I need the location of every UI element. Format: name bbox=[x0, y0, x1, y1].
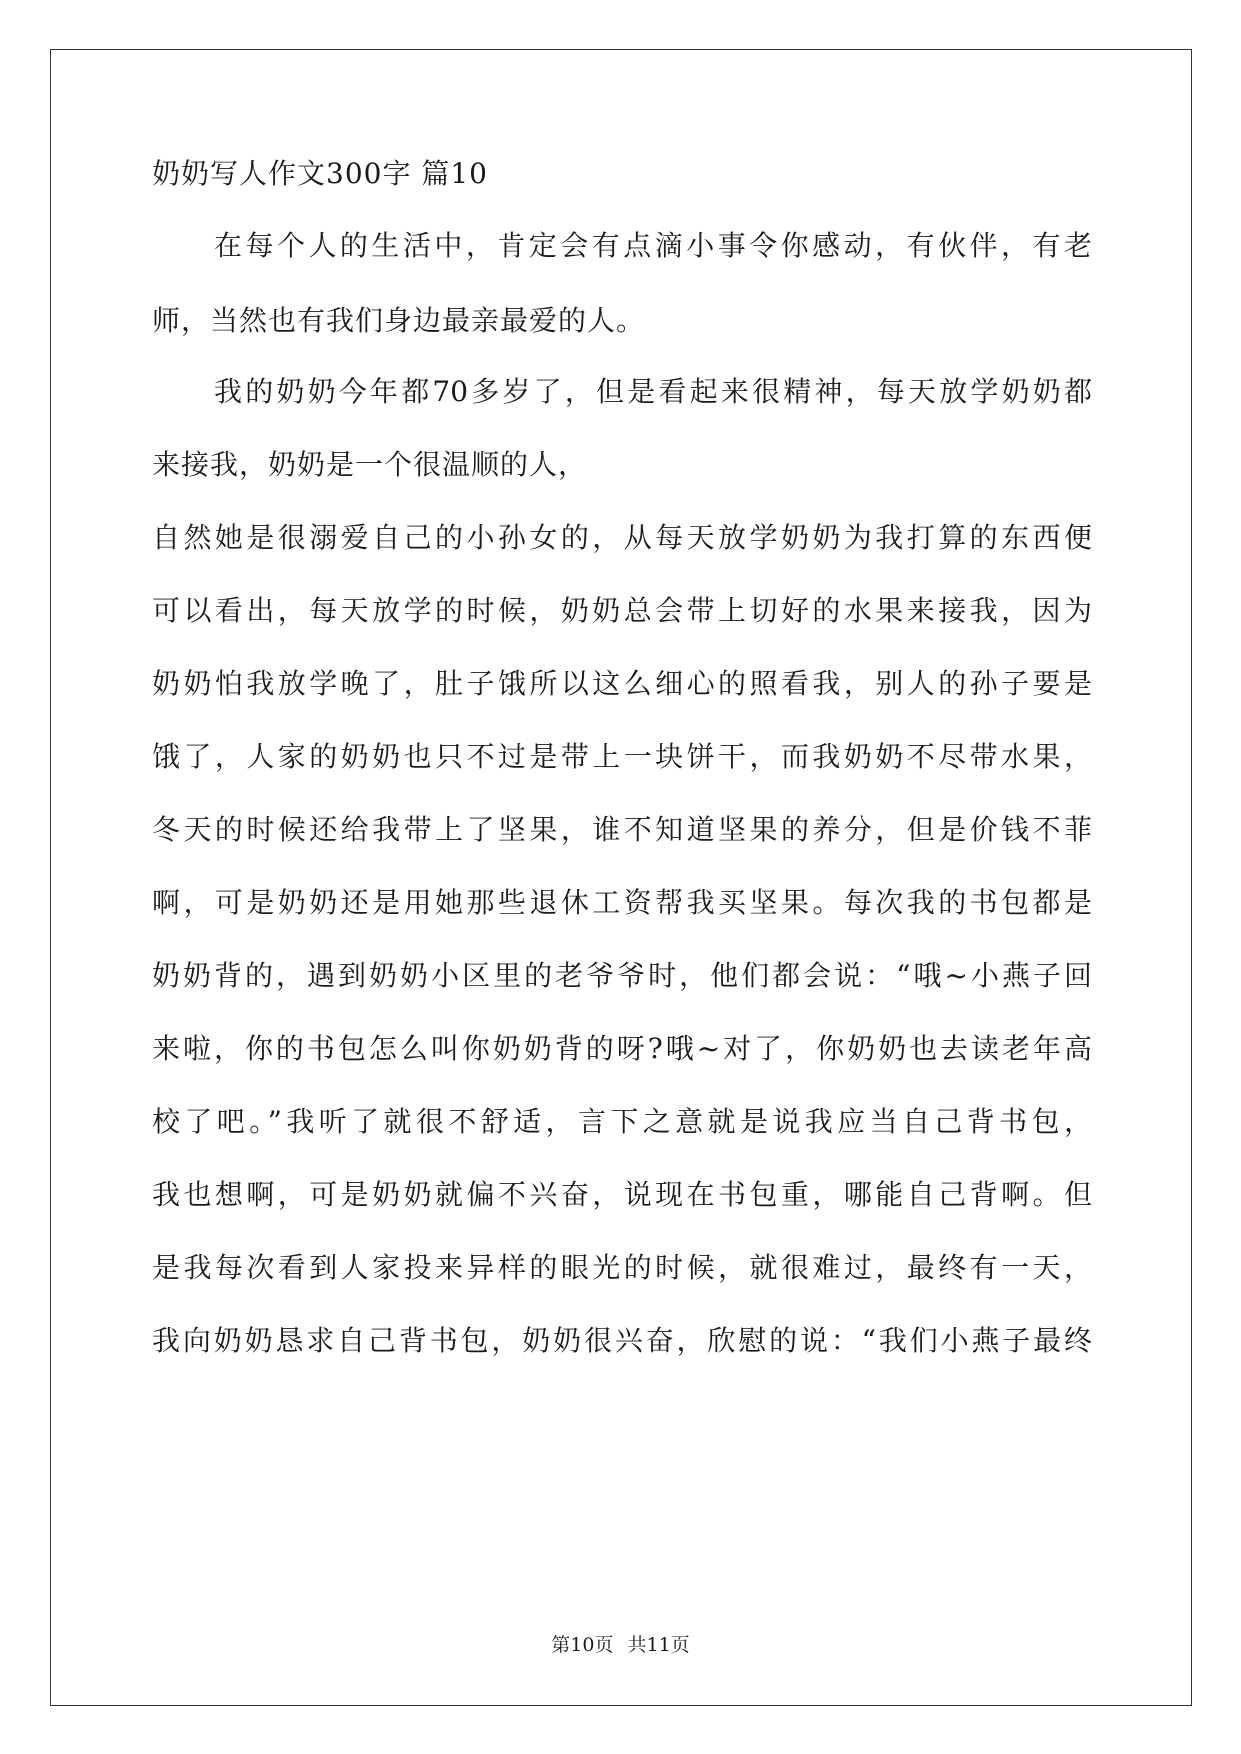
paragraph-line: 饿了，人家的奶奶也只不过是带上一块饼干，而我奶奶不尽带水果， bbox=[152, 740, 1092, 773]
page-border bbox=[50, 49, 1192, 1706]
page-number: 第10页 bbox=[551, 1634, 614, 1656]
paragraph-line: 奶奶背的，遇到奶奶小区里的老爷爷时，他们都会说：“哦~小燕子回 bbox=[152, 959, 1092, 992]
paragraph-line: 来接我，奶奶是一个很温顺的人， bbox=[152, 448, 588, 481]
paragraph-line: 在每个人的生活中，肯定会有点滴小事令你感动，有伙伴，有老 bbox=[214, 229, 1092, 262]
page-footer bbox=[0, 1633, 1241, 1657]
paragraph-line: 来啦，你的书包怎么叫你奶奶背的呀?哦~对了，你奶奶也去读老年高 bbox=[152, 1032, 1092, 1065]
paragraph-line: 奶奶怕我放学晚了，肚子饿所以这么细心的照看我，别人的孙子要是 bbox=[152, 667, 1092, 700]
paragraph-line: 啊，可是奶奶还是用她那些退休工资帮我买坚果。每次我的书包都是 bbox=[152, 886, 1092, 919]
paragraph-line: 自然她是很溺爱自己的小孙女的，从每天放学奶奶为我打算的东西便 bbox=[152, 521, 1092, 554]
paragraph-line: 是我每次看到人家投来异样的眼光的时候，就很难过，最终有一天， bbox=[152, 1251, 1092, 1284]
page-total: 共11页 bbox=[627, 1634, 690, 1656]
document-title: 奶奶写人作文300字 篇10 bbox=[152, 157, 488, 190]
paragraph-line: 冬天的时候还给我带上了坚果，谁不知道坚果的养分，但是价钱不菲 bbox=[152, 813, 1092, 846]
paragraph-line: 可以看出，每天放学的时候，奶奶总会带上切好的水果来接我，因为 bbox=[152, 594, 1092, 627]
paragraph-line: 我的奶奶今年都70多岁了，但是看起来很精神，每天放学奶奶都 bbox=[214, 375, 1092, 408]
paragraph-line: 师，当然也有我们身边最亲最爱的人。 bbox=[152, 304, 646, 337]
paragraph-line: 我也想啊，可是奶奶就偏不兴奋，说现在书包重，哪能自己背啊。但 bbox=[152, 1178, 1092, 1211]
paragraph-line: 我向奶奶恳求自己背书包，奶奶很兴奋，欣慰的说：“我们小燕子最终 bbox=[152, 1324, 1092, 1357]
paragraph-line: 校了吧。”我听了就很不舒适，言下之意就是说我应当自己背书包， bbox=[152, 1105, 1092, 1138]
